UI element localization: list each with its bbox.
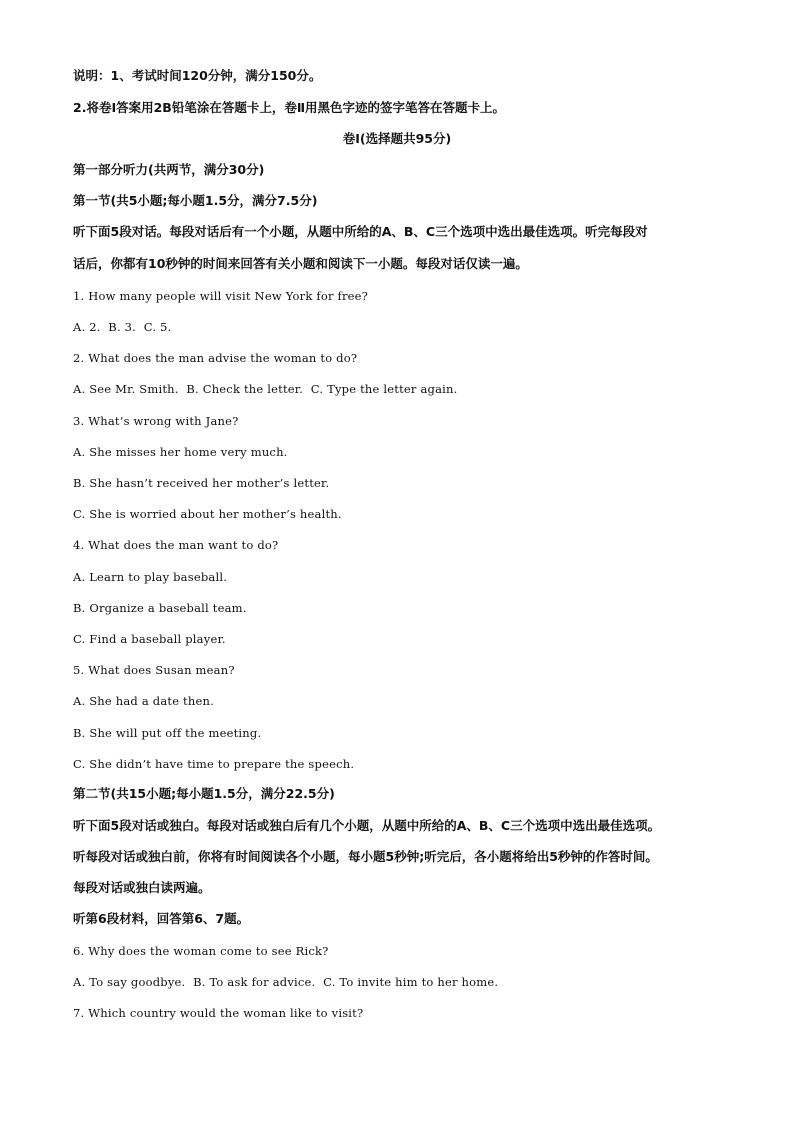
section1-instruction-line2: 话后，你都有10秒钟的时间来回答有关小题和阅读下一小题。每段对话仅读一遍。 bbox=[73, 256, 528, 271]
question-5-option-a: A. She had a date then. bbox=[73, 694, 214, 708]
exam-note-answer-sheet: 2.将卷Ⅰ答案用2B铅笔涂在答题卡上，卷Ⅱ用黑色字迹的签字笔答在答题卡上。 bbox=[73, 100, 506, 115]
section2-title: 第二节(共15小题;每小题1.5分，满分22.5分) bbox=[73, 786, 335, 801]
exam-note-time: 说明：1、考试时间120分钟，满分150分。 bbox=[73, 68, 322, 83]
section2-instruction-line3: 每段对话或独白读两遍。 bbox=[73, 880, 211, 895]
question-5: 5. What does Susan mean? bbox=[73, 663, 235, 677]
material-6-heading: 听第6段材料，回答第6、7题。 bbox=[73, 911, 250, 926]
question-3-option-a: A. She misses her home very much. bbox=[73, 445, 288, 459]
question-7: 7. Which country would the woman like to visit? bbox=[73, 1006, 364, 1020]
question-1-options: A. 2. B. 3. C. 5. bbox=[73, 320, 172, 334]
question-5-option-b: B. She will put off the meeting. bbox=[73, 726, 262, 740]
section1-instruction-line1: 听下面5段对话。每段对话后有一个小题，从题中所给的A、B、C三个选项中选出最佳选项。听完每段对 bbox=[73, 224, 648, 239]
question-6: 6. Why does the woman come to see Rick? bbox=[73, 944, 329, 958]
question-3-option-b: B. She hasn’t received her mother’s letter. bbox=[73, 476, 330, 490]
question-2-options: A. See Mr. Smith. B. Check the letter. C. Type the letter again. bbox=[73, 382, 458, 396]
question-4: 4. What does the man want to do? bbox=[73, 538, 279, 552]
part1-title: 第一部分听力(共两节，满分30分) bbox=[73, 162, 265, 177]
section1-title: 第一节(共5小题;每小题1.5分，满分7.5分) bbox=[73, 193, 318, 208]
question-2: 2. What does the man advise the woman to do? bbox=[73, 351, 358, 365]
question-4-option-a: A. Learn to play baseball. bbox=[73, 570, 228, 584]
question-4-option-b: B. Organize a baseball team. bbox=[73, 601, 247, 615]
question-6-options: A. To say goodbye. B. To ask for advice. C. To invite him to her home. bbox=[73, 975, 499, 989]
question-4-option-c: C. Find a baseball player. bbox=[73, 632, 226, 646]
section2-instruction-line2: 听每段对话或独白前，你将有时间阅读各个小题，每小题5秒钟;听完后，各小题将给出5秒钟的作答时间。 bbox=[73, 849, 658, 864]
question-1: 1. How many people will visit New York for free? bbox=[73, 289, 369, 303]
question-5-option-c: C. She didn’t have time to prepare the speech. bbox=[73, 757, 355, 771]
question-3-option-c: C. She is worried about her mother’s health. bbox=[73, 507, 342, 521]
section2-instruction-line1: 听下面5段对话或独白。每段对话或独白后有几个小题，从题中所给的A、B、C三个选项中选出最佳选项。 bbox=[73, 818, 661, 833]
question-3: 3. What’s wrong with Jane? bbox=[73, 414, 239, 428]
volume-title: 卷Ⅰ(选择题共95分) bbox=[342, 131, 452, 146]
